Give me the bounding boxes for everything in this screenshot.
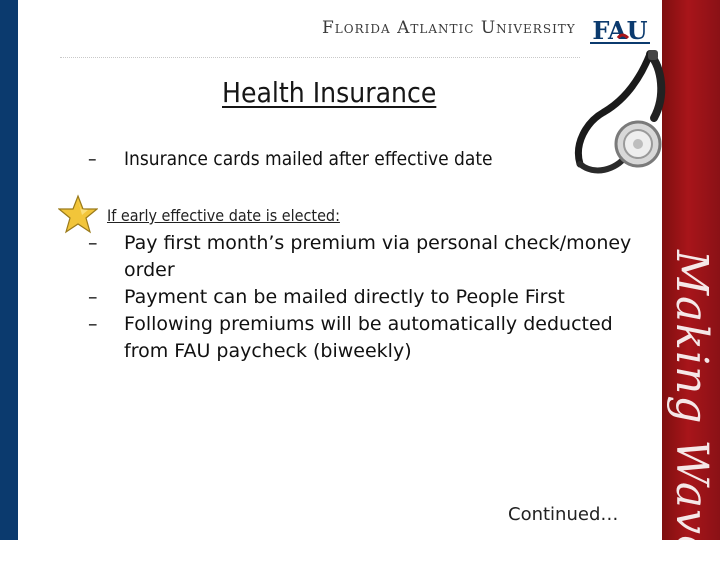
fau-logo — [588, 12, 652, 48]
list-item — [88, 311, 648, 365]
bullet-dash: – — [88, 148, 97, 170]
header-divider — [60, 57, 580, 58]
university-name: Florida Atlantic University — [322, 18, 576, 38]
continued-label: Continued… — [508, 504, 619, 525]
early-date-subheading: If early effective date is elected: — [107, 206, 340, 225]
list-item-text: Following premiums will be automatically deducted from FAU paycheck (biweekly) — [124, 313, 613, 362]
bullet-dash: – — [88, 313, 98, 335]
bullet-list — [88, 230, 648, 365]
intro-bullet — [88, 148, 493, 170]
list-item — [88, 284, 648, 311]
intro-bullet-text: Insurance cards mailed after effective date — [124, 148, 493, 170]
fau-logo-text: FAU — [592, 16, 648, 45]
bullet-dash: – — [88, 286, 98, 308]
slide-title: Health Insurance — [222, 76, 437, 109]
stethoscope-icon — [568, 48, 668, 180]
side-tagline: Making Waves — [666, 250, 717, 586]
list-item-text: Pay first month’s premium via personal check/money order — [124, 232, 632, 281]
list-item-text: Payment can be mailed directly to People First — [124, 286, 565, 308]
left-accent-band — [0, 0, 18, 540]
list-item — [88, 230, 648, 284]
bullet-dash: – — [88, 232, 98, 254]
star-icon — [58, 194, 98, 234]
